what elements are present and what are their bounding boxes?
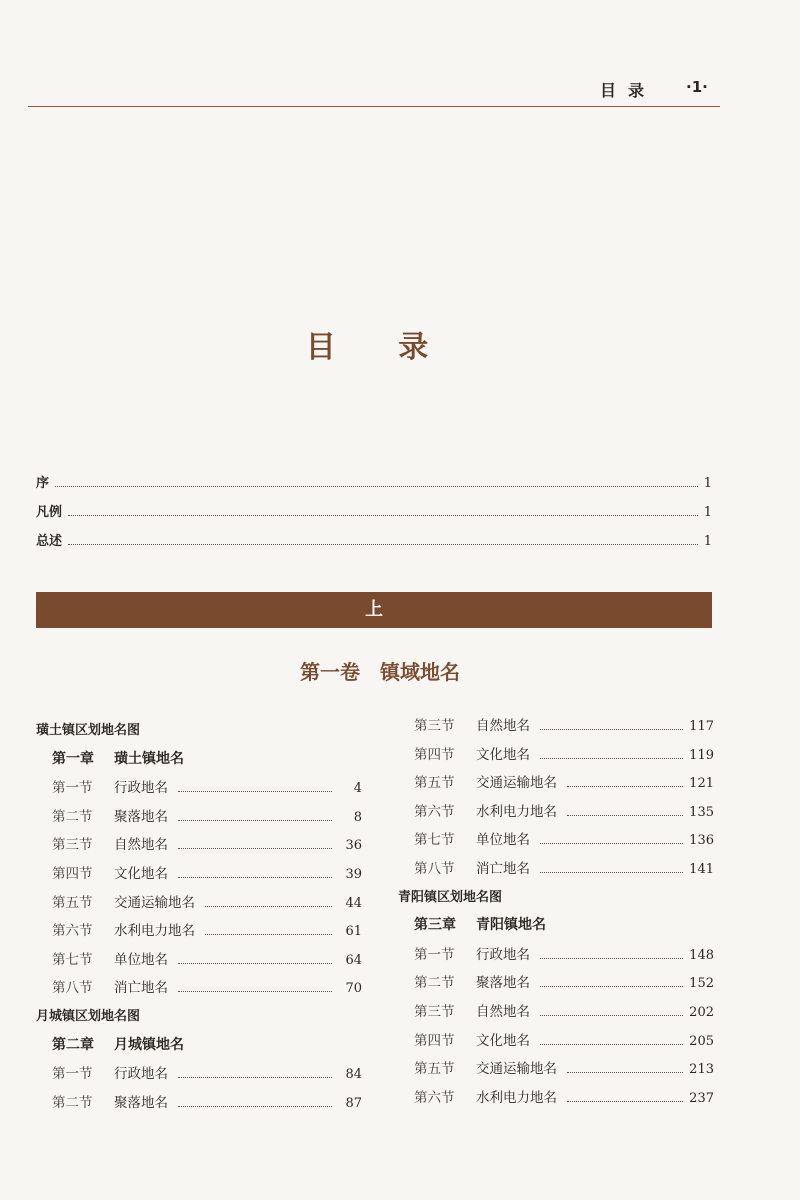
dot-leader bbox=[567, 815, 683, 816]
dot-leader bbox=[567, 1072, 683, 1073]
section-number: 第六节 bbox=[414, 803, 455, 820]
dot-leader bbox=[205, 906, 332, 907]
volume-title: 第一卷 镇域地名 bbox=[300, 660, 460, 684]
dot-leader bbox=[178, 877, 332, 878]
section-page: 205 bbox=[689, 1033, 714, 1049]
section-page: 117 bbox=[689, 719, 714, 734]
section-page: 135 bbox=[689, 804, 714, 820]
section-page: 8 bbox=[353, 809, 362, 825]
section-name: 聚落地名 bbox=[114, 1094, 168, 1111]
section-number: 第三节 bbox=[414, 718, 455, 734]
dot-leader bbox=[567, 1101, 683, 1102]
toc-section-entry[interactable] bbox=[36, 948, 362, 977]
dot-leader bbox=[178, 820, 332, 821]
section-number: 第四节 bbox=[414, 746, 455, 763]
dot-leader bbox=[540, 872, 683, 873]
chapter-name: 月城镇地名 bbox=[114, 1036, 184, 1053]
section-number: 第一节 bbox=[52, 780, 93, 797]
dot-leader bbox=[55, 486, 698, 487]
section-number: 第八节 bbox=[52, 980, 93, 997]
chapter-number: 第二章 bbox=[52, 1036, 94, 1053]
section-page: 61 bbox=[345, 924, 362, 940]
section-page: 70 bbox=[345, 981, 362, 997]
toc-chapter-heading[interactable] bbox=[36, 1034, 362, 1063]
section-number: 第二节 bbox=[414, 975, 455, 992]
section-number: 第二节 bbox=[52, 1094, 93, 1111]
entry-page: 1 bbox=[703, 505, 712, 520]
section-name: 水利电力地名 bbox=[476, 803, 557, 820]
section-page: 87 bbox=[345, 1095, 362, 1111]
dot-leader bbox=[178, 963, 332, 964]
entry-label: 总述 bbox=[36, 534, 63, 549]
section-name: 行政地名 bbox=[114, 1066, 168, 1083]
section-name: 单位地名 bbox=[114, 951, 168, 968]
section-number: 第三节 bbox=[414, 1003, 455, 1020]
section-page: 4 bbox=[353, 781, 362, 797]
map-label: 月城镇区划地名图 bbox=[36, 1008, 141, 1024]
toc-section-entry[interactable] bbox=[398, 1000, 714, 1029]
toc-chapter-heading[interactable] bbox=[398, 914, 714, 943]
map-label: 璜土镇区划地名图 bbox=[36, 723, 141, 738]
toc-section-entry[interactable] bbox=[398, 1057, 714, 1086]
toc-section-entry[interactable] bbox=[36, 1091, 362, 1120]
section-number: 第四节 bbox=[52, 865, 93, 882]
toc-section-entry[interactable] bbox=[398, 1029, 714, 1058]
dot-leader bbox=[540, 758, 683, 759]
toc-section-entry[interactable] bbox=[36, 976, 362, 1005]
section-number: 第五节 bbox=[52, 894, 93, 911]
dot-leader bbox=[68, 515, 698, 516]
toc-entry-guide[interactable] bbox=[36, 501, 712, 530]
section-number: 第六节 bbox=[414, 1089, 455, 1106]
dot-leader bbox=[178, 1106, 332, 1107]
section-number: 第四节 bbox=[414, 1032, 455, 1049]
toc-section-entry[interactable] bbox=[36, 919, 362, 948]
section-name: 自然地名 bbox=[476, 1003, 530, 1020]
front-matter-list bbox=[36, 472, 712, 559]
running-header-page-number: ·1· bbox=[686, 78, 708, 96]
toc-chapter-heading[interactable] bbox=[36, 748, 362, 777]
section-name: 自然地名 bbox=[476, 718, 530, 734]
chapter-name: 青阳镇地名 bbox=[476, 917, 546, 934]
toc-section-entry[interactable] bbox=[398, 857, 714, 886]
dot-leader bbox=[540, 729, 683, 730]
dot-leader bbox=[540, 1015, 683, 1016]
section-name: 单位地名 bbox=[476, 832, 530, 849]
toc-right-column bbox=[398, 714, 714, 1114]
section-number: 第二节 bbox=[52, 808, 93, 825]
section-page: 152 bbox=[689, 976, 714, 992]
section-page: 36 bbox=[345, 838, 362, 854]
section-name: 消亡地名 bbox=[114, 980, 168, 997]
section-number: 第五节 bbox=[414, 775, 455, 792]
entry-page: 1 bbox=[703, 476, 712, 491]
toc-section-entry[interactable] bbox=[398, 714, 714, 743]
dot-leader bbox=[540, 958, 683, 959]
entry-label: 序 bbox=[36, 476, 50, 491]
toc-section-entry[interactable] bbox=[398, 828, 714, 857]
section-name: 自然地名 bbox=[114, 837, 168, 854]
section-number: 第五节 bbox=[414, 1061, 455, 1078]
chapter-number: 第一章 bbox=[52, 750, 94, 767]
toc-section-entry[interactable] bbox=[36, 1062, 362, 1091]
running-header-title: 目录 bbox=[600, 81, 657, 100]
section-name: 文化地名 bbox=[114, 865, 168, 882]
page-title: 目 录 bbox=[305, 330, 455, 365]
section-name: 文化地名 bbox=[476, 746, 530, 763]
toc-section-entry[interactable] bbox=[36, 891, 362, 920]
toc-entry-preface[interactable] bbox=[36, 472, 712, 501]
section-page: 202 bbox=[689, 1004, 714, 1020]
section-page: 39 bbox=[345, 866, 362, 882]
chapter-number: 第三章 bbox=[414, 917, 456, 934]
section-page: 148 bbox=[689, 947, 714, 963]
toc-entry-overview[interactable] bbox=[36, 530, 712, 559]
toc-section-entry[interactable] bbox=[36, 833, 362, 862]
section-name: 水利电力地名 bbox=[114, 923, 195, 940]
toc-left-column bbox=[36, 719, 362, 1119]
toc-section-entry[interactable] bbox=[398, 971, 714, 1000]
header-rule bbox=[28, 106, 720, 107]
section-page: 119 bbox=[689, 747, 714, 763]
dot-leader bbox=[205, 934, 332, 935]
section-number: 第八节 bbox=[414, 860, 455, 877]
dot-leader bbox=[178, 991, 332, 992]
section-number: 第一节 bbox=[414, 946, 455, 963]
section-number: 第三节 bbox=[52, 837, 93, 854]
section-number: 第七节 bbox=[52, 951, 93, 968]
part-banner: 上 bbox=[36, 592, 712, 628]
dot-leader bbox=[567, 786, 683, 787]
section-name: 消亡地名 bbox=[476, 860, 530, 877]
dot-leader bbox=[540, 1044, 683, 1045]
section-name: 交通运输地名 bbox=[114, 894, 195, 911]
section-page: 64 bbox=[345, 952, 362, 968]
dot-leader bbox=[178, 848, 332, 849]
section-name: 水利电力地名 bbox=[476, 1089, 557, 1106]
section-page: 121 bbox=[689, 776, 714, 792]
section-page: 44 bbox=[345, 895, 362, 911]
toc-section-entry[interactable] bbox=[36, 776, 362, 805]
map-label: 青阳镇区划地名图 bbox=[398, 889, 503, 905]
section-name: 文化地名 bbox=[476, 1032, 530, 1049]
toc-section-entry[interactable] bbox=[398, 943, 714, 972]
toc-section-entry[interactable] bbox=[398, 771, 714, 800]
dot-leader bbox=[540, 986, 683, 987]
toc-section-entry[interactable] bbox=[398, 1086, 714, 1115]
toc-section-entry[interactable] bbox=[36, 862, 362, 891]
section-page: 136 bbox=[689, 833, 714, 849]
dot-leader bbox=[178, 1077, 332, 1078]
toc-map-entry[interactable] bbox=[36, 1005, 362, 1034]
toc-section-entry[interactable] bbox=[398, 743, 714, 772]
toc-map-entry[interactable] bbox=[36, 719, 362, 748]
section-name: 交通运输地名 bbox=[476, 1061, 557, 1078]
section-name: 聚落地名 bbox=[114, 808, 168, 825]
dot-leader bbox=[540, 843, 683, 844]
section-name: 行政地名 bbox=[114, 780, 168, 797]
toc-section-entry[interactable] bbox=[36, 805, 362, 834]
section-name: 行政地名 bbox=[476, 946, 530, 963]
section-page: 213 bbox=[689, 1062, 714, 1078]
dot-leader bbox=[178, 791, 332, 792]
dot-leader bbox=[68, 544, 698, 545]
section-number: 第六节 bbox=[52, 923, 93, 940]
section-page: 141 bbox=[689, 861, 714, 877]
section-number: 第七节 bbox=[414, 832, 455, 849]
section-number: 第一节 bbox=[52, 1066, 93, 1083]
section-page: 237 bbox=[689, 1090, 714, 1106]
entry-page: 1 bbox=[703, 534, 712, 549]
toc-map-entry[interactable] bbox=[398, 886, 714, 915]
toc-section-entry[interactable] bbox=[398, 800, 714, 829]
section-name: 聚落地名 bbox=[476, 975, 530, 992]
chapter-name: 璜土镇地名 bbox=[114, 750, 184, 767]
section-name: 交通运输地名 bbox=[476, 775, 557, 792]
section-page: 84 bbox=[345, 1067, 362, 1083]
entry-label: 凡例 bbox=[36, 505, 63, 520]
